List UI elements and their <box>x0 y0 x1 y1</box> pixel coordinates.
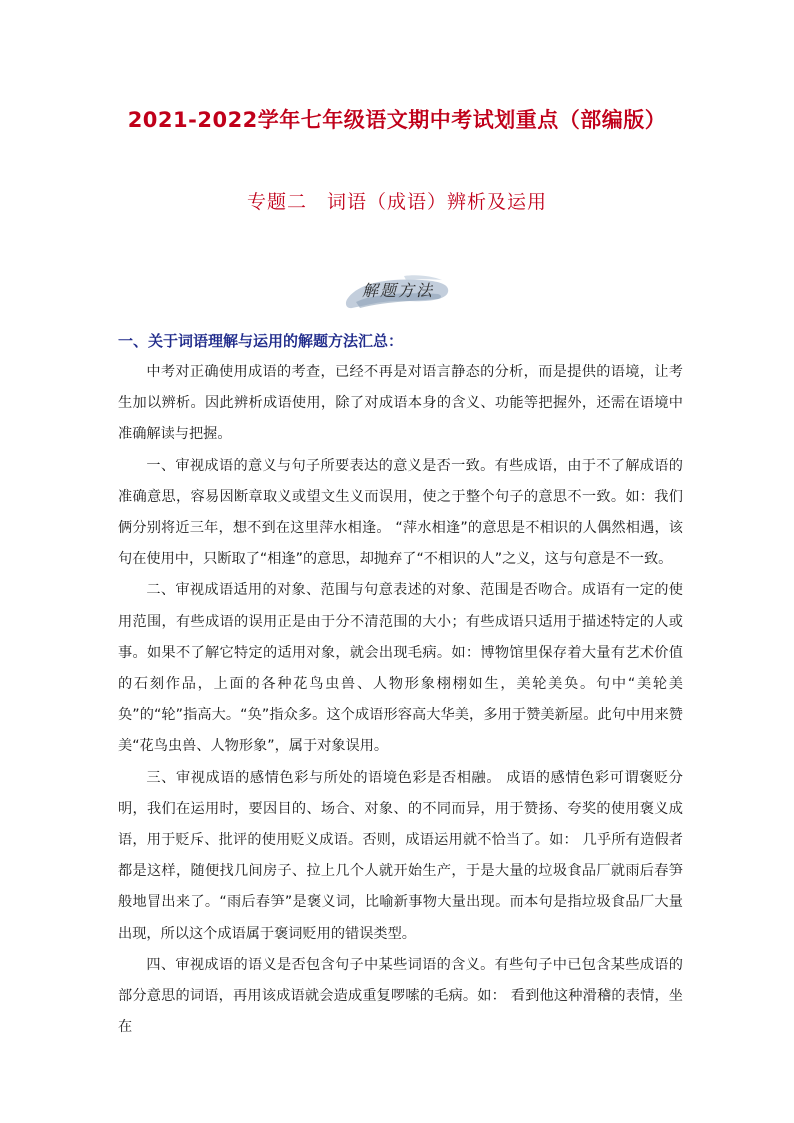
paragraph: 四、审视成语的语义是否包含句子中某些词语的含义。有些句子中已包含某些成语的部分意思的词语，再用该成语就会造成重复啰嗦的毛病。如： 看到他这种滑稽的表情，坐在 <box>118 956 683 1036</box>
method-badge <box>342 268 454 314</box>
document-subtitle: 专题二 词语（成语）辨析及运用 <box>246 191 547 213</box>
badge-label: 解题方法 <box>361 281 434 300</box>
paragraph: 中考对正确使用成语的考查，已经不再是对语言静态的分析，而是提供的语境，让考生加以辨析。因此辨析成语使用，除了对成语本身的含义、功能等把握外，还需在语境中准确解读与把握。 <box>118 364 683 443</box>
body-text <box>118 357 683 1043</box>
section-heading: 一、关于词语理解与运用的解题方法汇总： <box>118 332 404 350</box>
document-title: 2021-2022学年七年级语文期中考试划重点（部编版） <box>127 108 667 132</box>
paragraph: 三、审视成语的感情色彩与所处的语境色彩是否相融。 成语的感情色彩可谓褒贬分明，我们在运用时，要因目的、场合、对象、的不同而异，用于赞扬、夸奖的使用褒义成语，用于贬斥、批评的使用贬义成语。否则，成语运用就不恰当了。如： 几乎所有造假者都是这样，随便找几间房子、拉上几个人就开始生产，于是大量的垃圾食品厂就雨后春笋般地冒出来了。“雨后春笋”是褒义词，比喻新事物大量出现。而本句是指垃圾食品厂大量出现，所以这个成语属于褒词贬用的错误类型。 <box>118 769 683 942</box>
paragraph: 一、审视成语的意义与句子所要表达的意义是否一致。有些成语，由于不了解成语的准确意思，容易因断章取义或望文生义而误用，使之于整个句子的意思不一致。如：我们俩分别将近三年，想不到在这里萍水相逢。 “萍水相逢”的意思是不相识的人偶然相遇，该句在使用中，只断取了“相逢”的意思，却抛弃了“不相识的人”之义，这与句意是不一致。 <box>118 457 683 568</box>
paragraph: 二、审视成语适用的对象、范围与句意表述的对象、范围是否吻合。成语有一定的使用范围，有些成语的误用正是由于分不清范围的大小；有些成语只适用于描述特定的人或事。如果不了解它特定的适用对象，就会出现毛病。如：博物馆里保存着大量有艺术价值的石刻作品，上面的各种花鸟虫兽、人物形象栩栩如生，美轮美奂。句中“美轮美奂”的“轮”指高大。“奂”指众多。这个成语形容高大华美，多用于赞美新屋。此句中用来赞美“花鸟虫兽、人物形象”，属于对象误用。 <box>118 582 683 755</box>
